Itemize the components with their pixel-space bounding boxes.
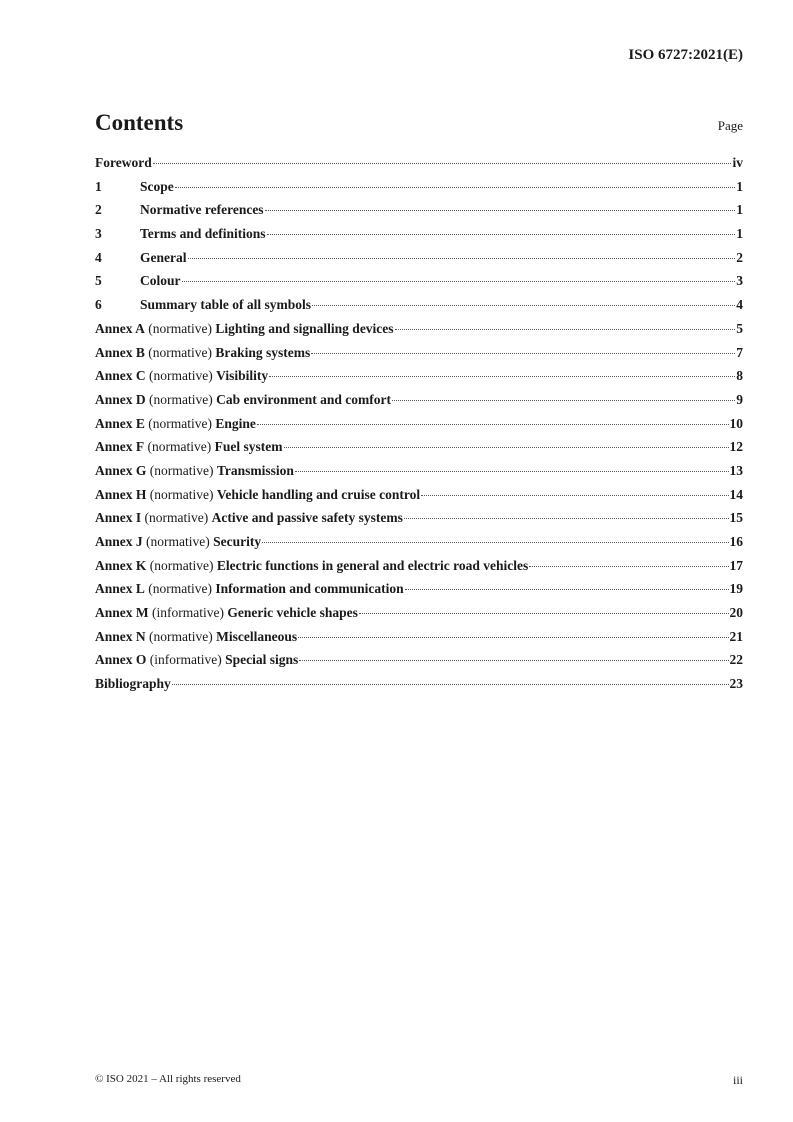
toc-entry-number: 6	[95, 297, 102, 313]
dot-leader	[188, 258, 736, 259]
annex-kind: (normative)	[149, 486, 214, 502]
dot-leader	[257, 424, 729, 425]
toc-entry[interactable]	[95, 439, 743, 463]
toc-entry[interactable]	[95, 534, 743, 558]
toc-entry-page: 17	[729, 557, 743, 573]
toc-entry-page: 20	[729, 605, 743, 621]
dot-leader	[284, 447, 729, 448]
annex-label: Annex B	[95, 344, 145, 360]
toc-entry-label	[140, 202, 264, 218]
annex-kind: (normative)	[147, 439, 212, 455]
toc-entry[interactable]	[95, 321, 743, 345]
annex-kind: (normative)	[149, 462, 214, 478]
toc-entry-number: 5	[95, 273, 102, 289]
toc-entry-title: Summary table of all symbols	[140, 297, 312, 313]
toc-entry-label	[140, 297, 311, 313]
toc-entry-title: Scope	[140, 178, 174, 194]
toc-entry-page: 16	[729, 534, 743, 549]
toc-entry-page: 9	[736, 391, 743, 407]
toc-entry-title: Bibliography	[95, 676, 171, 692]
toc-entry-title: Cab environment and comfort	[216, 391, 391, 407]
toc-entry-title: Visibility	[216, 368, 269, 384]
toc-entry[interactable]	[95, 273, 743, 297]
toc-entry-title: Lighting and signalling devices	[215, 320, 394, 336]
toc-entry-page: 15	[729, 510, 743, 526]
toc-entry[interactable]	[95, 226, 743, 250]
toc-entry-label	[95, 510, 403, 526]
annex-label: Annex E	[95, 415, 145, 431]
toc-entry-title: General	[140, 249, 187, 265]
toc-entry-title: Miscellaneous	[216, 628, 298, 644]
dot-leader	[392, 400, 735, 401]
toc-entry-page: iv	[732, 155, 743, 170]
toc-entry[interactable]	[95, 676, 743, 700]
toc-entry-label	[95, 652, 298, 668]
toc-entry-label	[95, 345, 310, 361]
toc-entry-page: 1	[736, 178, 743, 194]
toc-entry-label	[140, 179, 174, 195]
toc-entry-number: 1	[95, 178, 102, 194]
annex-kind: (normative)	[149, 391, 213, 407]
annex-kind: (normative)	[148, 415, 212, 431]
toc-entry-label	[95, 321, 394, 337]
toc-entry[interactable]	[95, 202, 743, 226]
annex-label: Annex I	[95, 510, 142, 526]
toc-entry-label	[95, 629, 297, 645]
annex-kind: (normative)	[144, 510, 209, 526]
toc-entry-title: Electric functions in general and electric road vehicles	[216, 557, 529, 573]
toc-entry[interactable]	[95, 487, 743, 511]
toc-entry-label	[140, 226, 266, 242]
dot-leader	[421, 495, 728, 496]
annex-kind: (normative)	[148, 344, 212, 360]
toc-entry-title: Normative references	[140, 202, 264, 218]
annex-label: Annex M	[95, 605, 149, 621]
copyright-notice: © ISO 2021 – All rights reserved	[95, 1073, 241, 1085]
dot-leader	[265, 210, 736, 211]
annex-label: Annex N	[95, 628, 146, 644]
annex-kind: (normative)	[149, 628, 213, 644]
toc-entry-title: Vehicle handling and cruise control	[216, 486, 421, 502]
toc-entry[interactable]	[95, 155, 743, 179]
toc-entry[interactable]	[95, 368, 743, 392]
dot-leader	[395, 329, 736, 330]
toc-entry-title: Braking systems	[215, 344, 311, 360]
dot-leader	[175, 187, 736, 188]
toc-entry-label	[95, 368, 268, 384]
annex-label: Annex G	[95, 462, 147, 478]
toc-entry-page: 5	[736, 320, 743, 336]
dot-leader	[298, 637, 728, 638]
toc-entry[interactable]	[95, 510, 743, 534]
toc-entry-title: Fuel system	[214, 439, 283, 455]
toc-entry-label	[95, 534, 261, 550]
toc-entry-page: 23	[729, 676, 743, 692]
toc-entry-page: 22	[729, 652, 743, 668]
toc-entry[interactable]	[95, 629, 743, 653]
page-column-label: Page	[717, 118, 743, 133]
annex-label: Annex H	[95, 486, 147, 502]
annex-label: Annex L	[95, 581, 145, 597]
dot-leader	[269, 376, 735, 377]
annex-label: Annex K	[95, 557, 147, 573]
toc-entry-page: 12	[729, 439, 743, 455]
toc-entry-label	[95, 416, 256, 432]
toc-entry-title: Generic vehicle shapes	[227, 605, 358, 621]
document-id: ISO 6727:2021(E)	[628, 47, 743, 63]
toc-entry-label	[95, 558, 528, 574]
toc-entry-title: Transmission	[216, 462, 294, 478]
toc-entry[interactable]	[95, 558, 743, 582]
toc-entry[interactable]	[95, 250, 743, 274]
toc-entry-page: 1	[736, 202, 743, 218]
toc-entry[interactable]	[95, 345, 743, 369]
dot-leader	[267, 234, 736, 235]
toc-entry[interactable]	[95, 297, 743, 321]
toc-entry-label	[95, 463, 294, 479]
toc-entry-title: Colour	[140, 273, 181, 289]
toc-entry-title: Special signs	[225, 652, 299, 668]
toc-entry[interactable]	[95, 392, 743, 416]
toc-entry[interactable]	[95, 416, 743, 440]
toc-entry-title: Foreword	[95, 155, 152, 170]
page-title: Contents	[95, 110, 184, 135]
toc-entry-page: 4	[736, 297, 743, 313]
annex-label: Annex D	[95, 391, 146, 407]
toc-entry-page: 19	[729, 581, 743, 597]
toc-entry-page: 8	[736, 368, 743, 384]
annex-label: Annex A	[95, 320, 145, 336]
table-of-contents	[95, 155, 743, 700]
toc-entry-page: 7	[736, 344, 743, 360]
toc-entry-page: 10	[729, 415, 743, 431]
toc-entry-page: 14	[729, 486, 743, 502]
dot-leader	[262, 542, 728, 543]
dot-leader	[295, 471, 729, 472]
annex-kind: (normative)	[149, 557, 214, 573]
annex-label: Annex F	[95, 439, 145, 455]
toc-entry-title: Terms and definitions	[140, 226, 266, 242]
toc-entry-title: Security	[213, 534, 262, 549]
annex-kind: (normative)	[149, 368, 213, 384]
annex-label: Annex O	[95, 652, 147, 668]
toc-entry[interactable]	[95, 581, 743, 605]
dot-leader	[172, 684, 729, 685]
dot-leader	[529, 566, 728, 567]
toc-entry-label	[95, 155, 152, 171]
toc-entry-label	[140, 273, 181, 289]
annex-label: Annex C	[95, 368, 146, 384]
annex-kind: (normative)	[148, 581, 212, 597]
toc-entry-label	[95, 392, 391, 408]
toc-entry-page: 21	[729, 628, 743, 644]
annex-kind: (informative)	[149, 652, 222, 668]
dot-leader	[299, 660, 728, 661]
annex-label: Annex J	[95, 534, 143, 549]
annex-kind: (normative)	[146, 534, 210, 549]
dot-leader	[312, 305, 735, 306]
toc-entry-label	[95, 605, 358, 621]
toc-entry-label	[95, 581, 404, 597]
annex-kind: (informative)	[152, 605, 224, 621]
page-number: iii	[732, 1073, 743, 1087]
toc-entry[interactable]	[95, 605, 743, 629]
dot-leader	[404, 518, 729, 519]
dot-leader	[359, 613, 729, 614]
dot-leader	[182, 281, 736, 282]
toc-entry-title: Information and communication	[215, 581, 404, 597]
dot-leader	[311, 353, 735, 354]
dot-leader	[153, 163, 732, 164]
toc-entry-page: 13	[729, 462, 743, 478]
toc-entry[interactable]	[95, 179, 743, 203]
toc-entry-label	[140, 250, 187, 266]
toc-entry-page: 2	[736, 249, 743, 265]
toc-entry-label	[95, 487, 420, 503]
toc-entry[interactable]	[95, 652, 743, 676]
toc-entry-number: 2	[95, 202, 102, 218]
toc-entry-page: 1	[736, 226, 743, 242]
toc-entry-label	[95, 676, 171, 692]
toc-entry[interactable]	[95, 463, 743, 487]
toc-entry-number: 3	[95, 226, 102, 242]
toc-entry-label	[95, 439, 283, 455]
toc-entry-title: Engine	[215, 415, 256, 431]
annex-kind: (normative)	[148, 320, 212, 336]
dot-leader	[405, 589, 729, 590]
toc-entry-page: 3	[736, 273, 743, 289]
toc-entry-title: Active and passive safety systems	[211, 510, 403, 526]
toc-entry-number: 4	[95, 249, 102, 265]
